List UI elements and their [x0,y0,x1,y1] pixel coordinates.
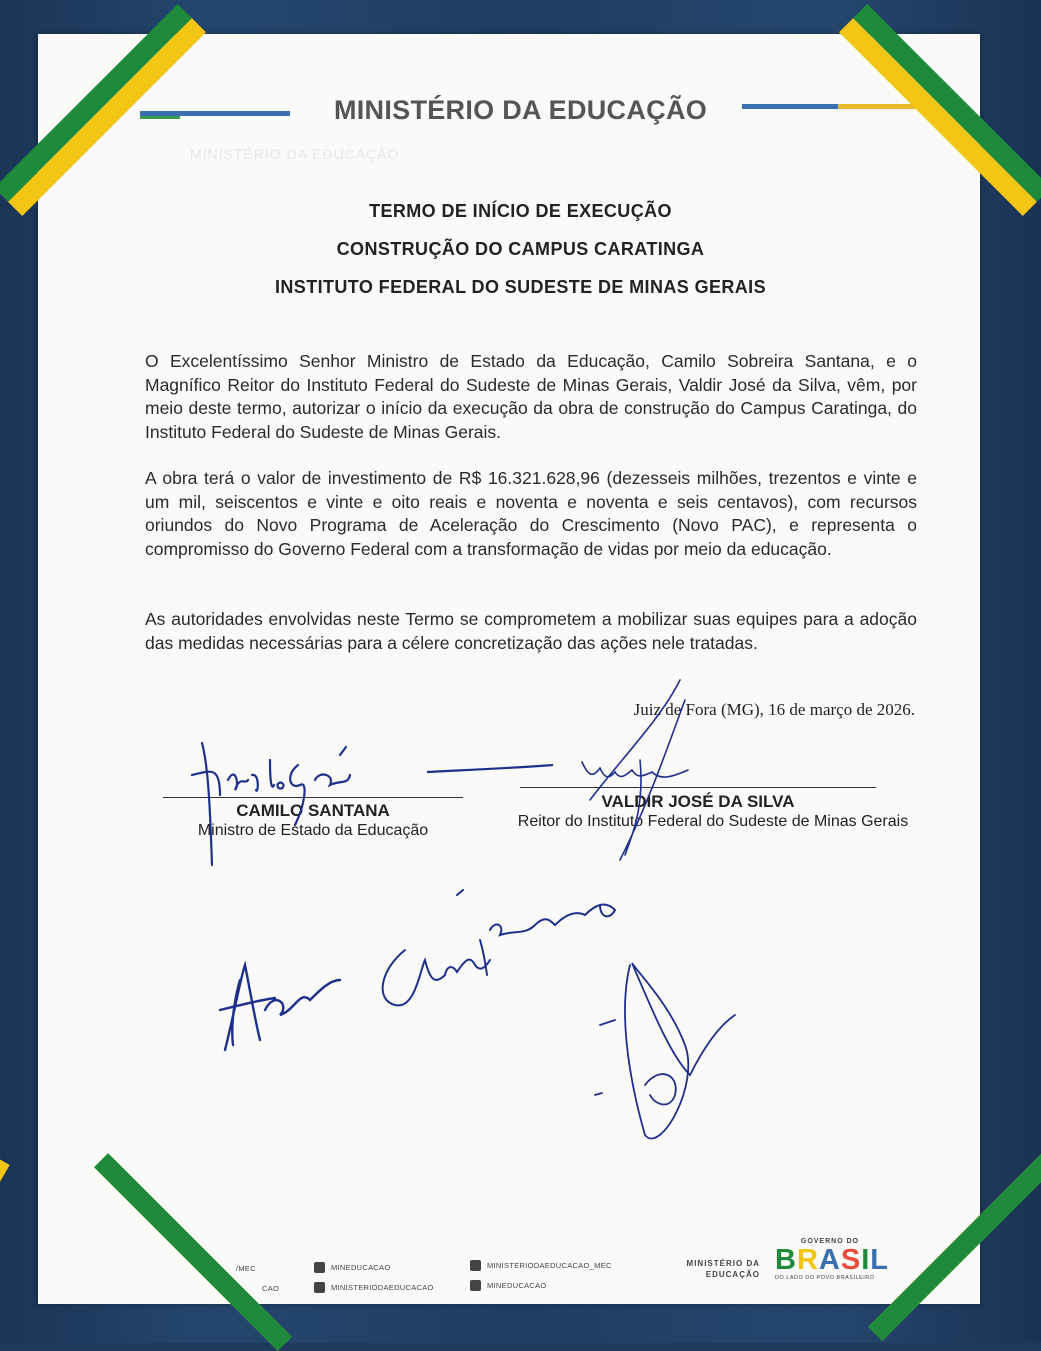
handwritten-signature-camilo [190,735,370,875]
footer-ministry-line-2: EDUCAÇÃO [705,1270,760,1279]
body-paragraph-3: As autoridades envolvidas neste Termo se comprometem a mobilizar suas equipes para a adoção das medidas necessárias para a célere concretização das ações nele tratadas. [145,609,917,653]
footer-handle: MINEDUCACAO [331,1263,391,1272]
title-line-2: CONSTRUÇÃO DO CAMPUS CARATINGA [336,239,705,259]
handwritten-signature-alonso [215,950,355,1060]
footer-ministry-logo [672,1258,760,1280]
gov-logo-top: GOVERNO DO [800,1238,860,1245]
instagram-icon [470,1280,481,1291]
governo-brasil-logo [775,1238,889,1296]
handwritten-signature-ana-pimentel [375,880,625,1020]
gov-logo-bottom: DO LADO DO POVO BRASILEIRO [775,1275,875,1281]
footer-social-youtube [314,1262,391,1273]
footer-social-instagram [470,1280,547,1291]
ghost-imprint-text: MINISTÉRIO DA EDUCAÇÃO [190,146,400,162]
signatory-name-left: CAMILO SANTANA [236,801,390,820]
handwritten-signature-valdir [560,680,720,870]
footer-social-facebook [314,1282,434,1293]
handwritten-signature-scribble [590,945,750,1155]
footer-social-tiktok [470,1260,612,1271]
title-line-1: TERMO DE INÍCIO DE EXECUÇÃO [369,201,672,221]
footer-handle: MINEDUCACAO [487,1281,547,1290]
footer-ministry-line-1: MINISTÉRIO DA [686,1259,760,1268]
signatory-role-right: Reitor do Instituto Federal do Sudeste de Minas Gerais [517,813,909,830]
gov-logo-big: BRASIL [775,1244,889,1276]
facebook-icon [314,1282,325,1293]
title-line-3: INSTITUTO FEDERAL DO SUDESTE DE MINAS GERAIS [275,277,766,297]
tiktok-icon [470,1260,481,1271]
footer-handle: MINISTERIODAEDUCACAO_MEC [487,1261,612,1270]
ministry-heading: MINISTÉRIO DA EDUCAÇÃO [333,95,708,125]
handwritten-line-middle [425,760,565,780]
youtube-icon [314,1262,325,1273]
signatory-name-right: VALDIR JOSÉ DA SILVA [601,792,795,811]
body-paragraph-1: O Excelentíssimo Senhor Ministro de Estado da Educação, Camilo Sobreira Santana, e o Magnífico Reitor do Instituto Federal do Sudeste de Minas Gerais, Valdir José da Silva, vêm, por meio deste termo, autorizar o início da execução da obra de construção do Campus Caratinga, do Instituto Federal do Sudeste de Minas Gerais. [145,351,917,442]
signatory-role-left: Ministro de Estado da Educação [197,822,429,839]
footer-handle: MINISTERIODAEDUCACAO [331,1283,434,1292]
footer-handle: /MEC [236,1264,256,1273]
document-page [38,34,980,1304]
footer-handle: CAO [262,1284,280,1293]
body-paragraph-2: A obra terá o valor de investimento de R$ 16.321.628,96 (dezesseis milhões, trezentos e vinte e um mil, seiscentos e vinte e oito reais e noventa e noventa e seis centavos), com recursos oriundos do Novo Programa de Aceleração do Crescimento (Novo PAC), e representa o compromisso do Governo Federal com a transformação de vidas por meio da educação. [145,468,917,559]
date-location: Juiz de Fora (MG), 16 de março de 2026. [633,700,915,719]
